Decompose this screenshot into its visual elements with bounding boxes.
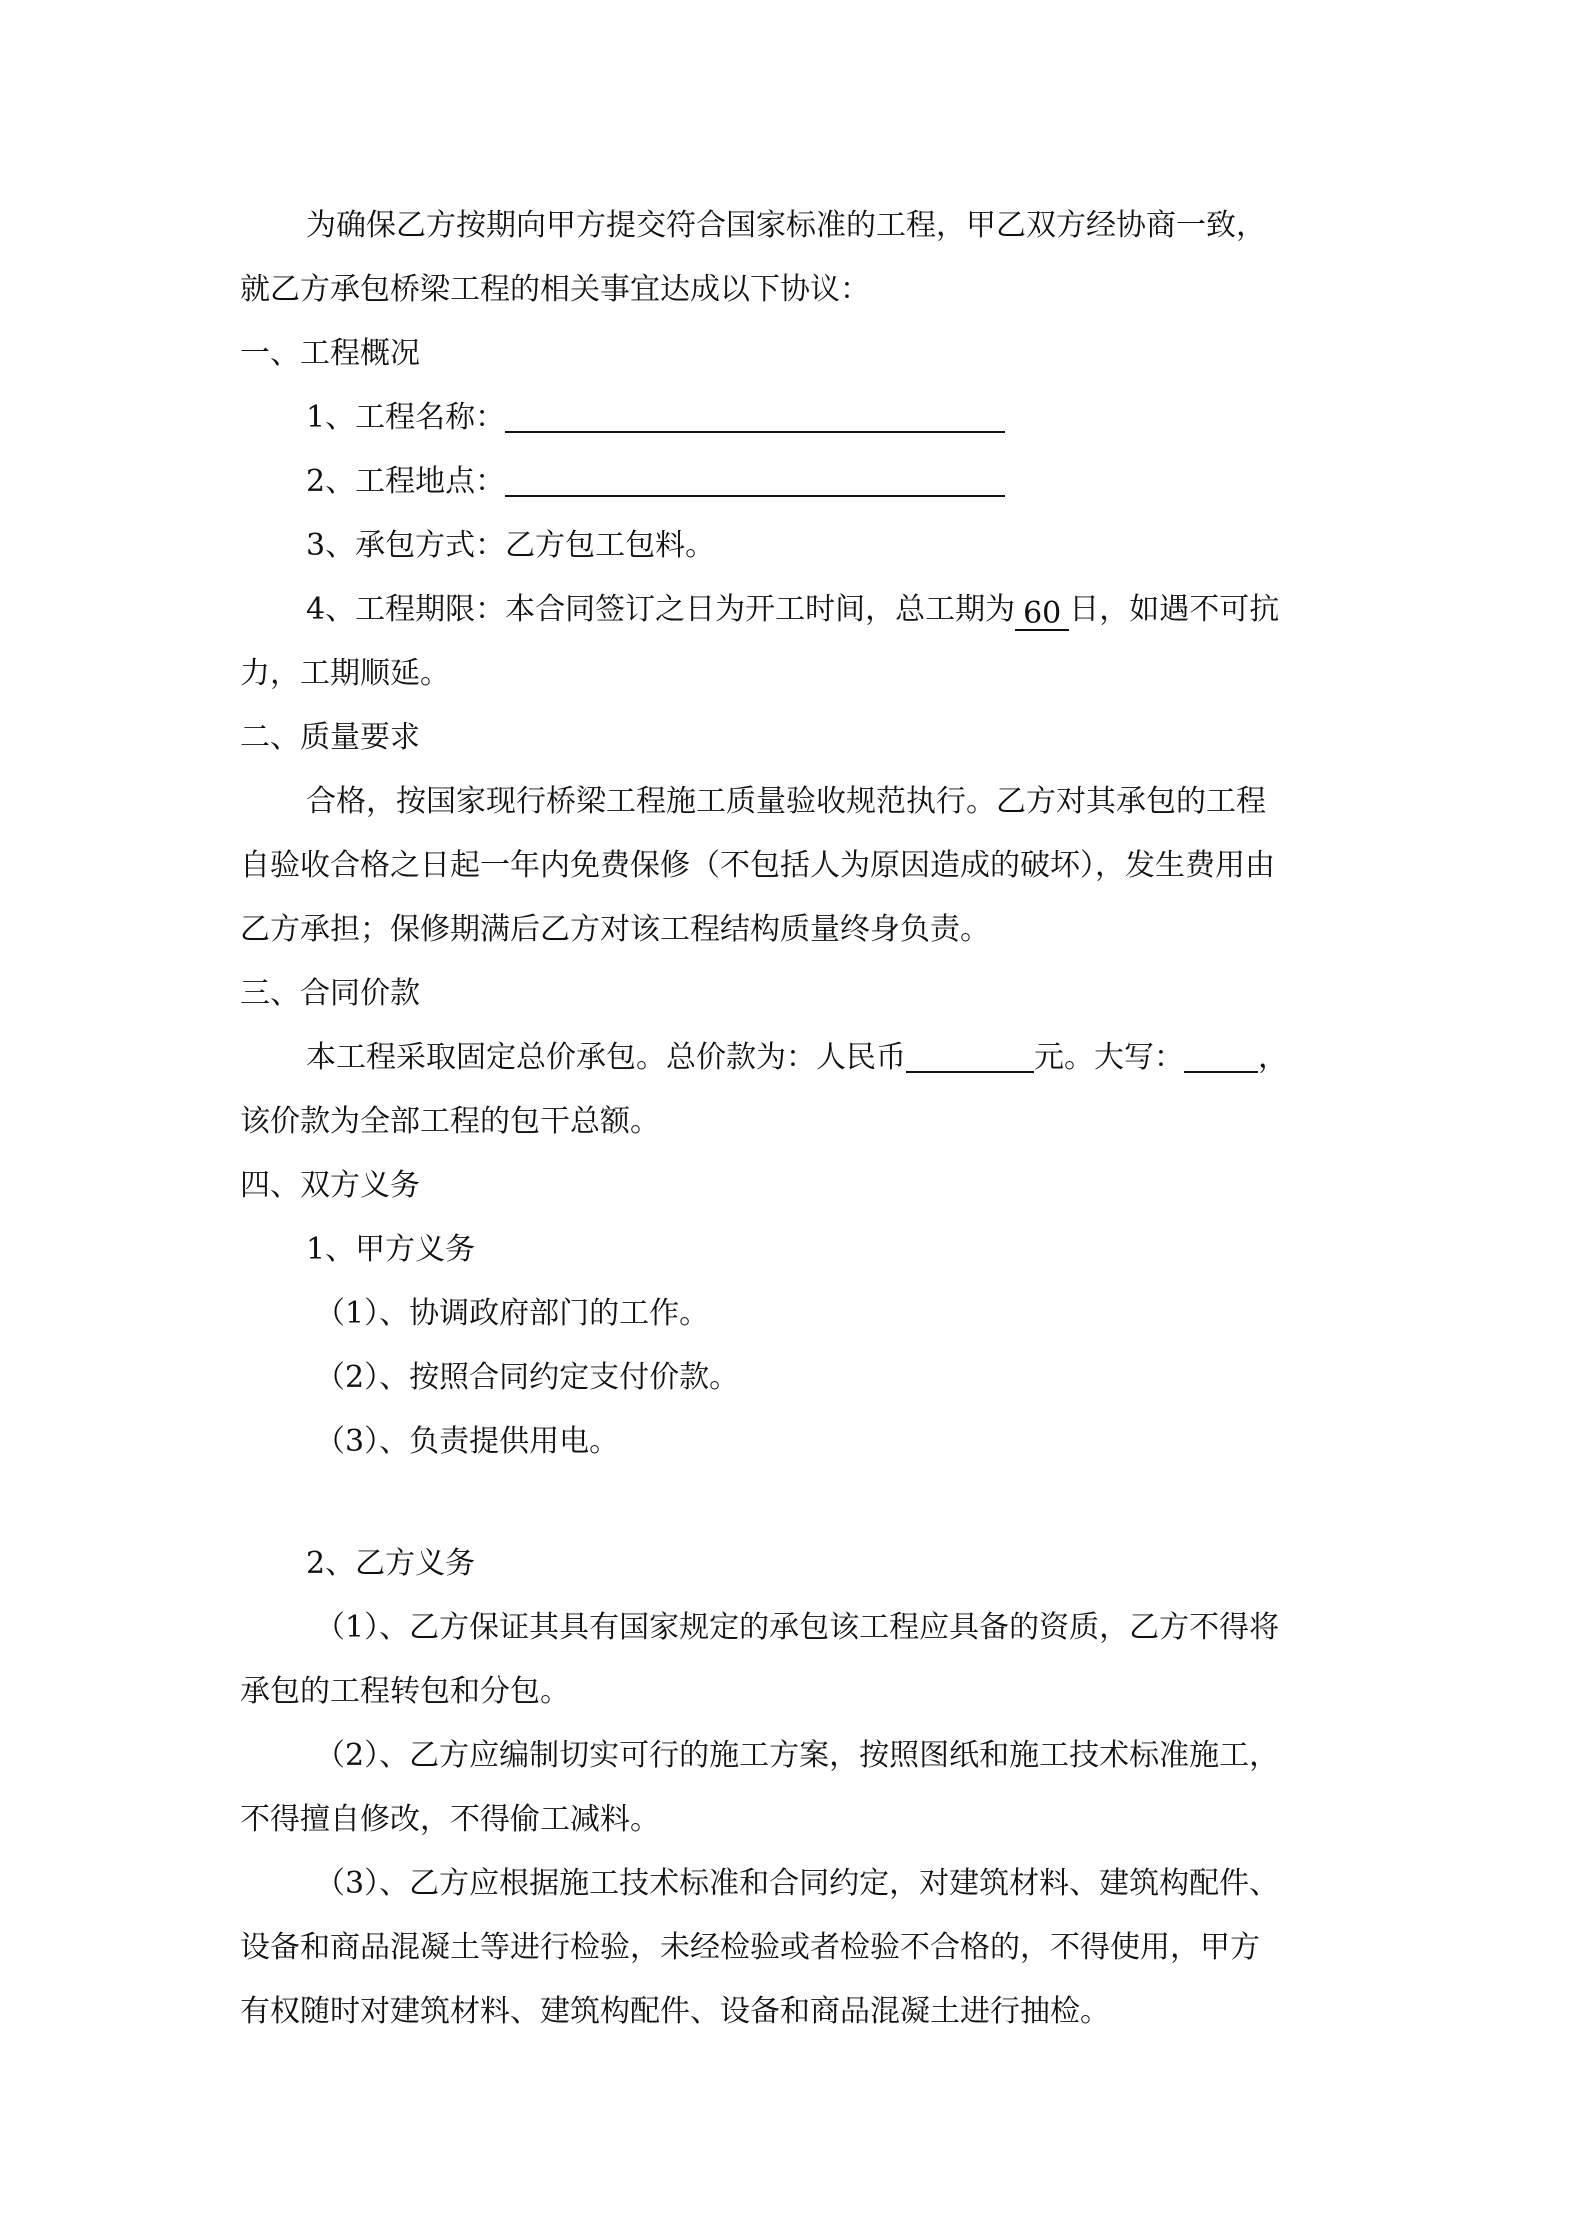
blank-gap (240, 1474, 1344, 1532)
duration-text-before: 4、工程期限：本合同签订之日为开工时间，总工期为 (306, 592, 1016, 627)
party-b-item-2-line-2: 不得擅自修改，不得偷工减料。 (240, 1802, 660, 1837)
quality-line-2: 自验收合格之日起一年内免费保修（不包括人为原因造成的破坏），发生费用由 (240, 848, 1275, 883)
party-b-item-3-line-1: （3）、乙方应根据施工技术标准和合同约定，对建筑材料、建筑构配件、 (315, 1866, 1280, 1901)
party-b-item-3-line-2: 设备和商品混凝土等进行检验，未经检验或者检验不合格的，不得使用，甲方 (240, 1930, 1260, 1965)
project-location-row (240, 450, 1344, 514)
project-name-label: 1、工程名称： (306, 400, 506, 435)
price-text-end: ， (1258, 1040, 1288, 1075)
price-capital-blank[interactable] (1184, 1041, 1258, 1073)
price-row (240, 1026, 1344, 1090)
party-a-heading: 1、甲方义务 (306, 1232, 476, 1267)
contract-method-line: 3、承包方式：乙方包工包料。 (306, 528, 716, 563)
project-name-blank[interactable] (505, 401, 1005, 433)
intro-line-2: 就乙方承包桥梁工程的相关事宜达成以下协议： (240, 272, 870, 307)
party-a-item-3: （3）、负责提供用电。 (315, 1424, 620, 1459)
duration-text-after: 日，如遇不可抗 (1069, 592, 1280, 627)
party-a-item-2: （2）、按照合同约定支付价款。 (315, 1360, 740, 1395)
project-name-row (240, 386, 1344, 450)
price-text-mid: 元。大写： (1034, 1040, 1184, 1075)
party-b-heading: 2、乙方义务 (306, 1546, 476, 1581)
party-a-item-1: （1）、协调政府部门的工作。 (315, 1296, 710, 1331)
section-heading-quality: 二、质量要求 (240, 720, 420, 755)
intro-line-1: 为确保乙方按期向甲方提交符合国家标准的工程，甲乙双方经协商一致， (306, 208, 1266, 243)
party-b-item-2-line-1: （2）、乙方应编制切实可行的施工方案，按照图纸和施工技术标准施工， (315, 1738, 1280, 1773)
project-location-blank[interactable] (505, 465, 1005, 497)
quality-line-1: 合格，按国家现行桥梁工程施工质量验收规范执行。乙方对其承包的工程 (306, 784, 1266, 819)
duration-line-2: 力，工期顺延。 (240, 656, 450, 691)
party-b-item-1-line-2: 承包的工程转包和分包。 (240, 1674, 570, 1709)
price-line-2: 该价款为全部工程的包干总额。 (240, 1104, 660, 1139)
project-duration-row (240, 578, 1344, 642)
project-location-label: 2、工程地点： (306, 464, 506, 499)
party-b-item-1-line-1: （1）、乙方保证其具有国家规定的承包该工程应具备的资质，乙方不得将 (315, 1610, 1280, 1645)
section-heading-price: 三、合同价款 (240, 976, 420, 1011)
quality-line-3: 乙方承担；保修期满后乙方对该工程结构质量终身负责。 (240, 912, 990, 947)
price-amount-blank[interactable] (906, 1041, 1034, 1073)
section-heading-overview: 一、工程概况 (240, 336, 420, 371)
section-heading-obligations: 四、双方义务 (240, 1168, 420, 1203)
duration-days-value: 60 (1015, 599, 1069, 631)
party-b-item-3-line-3: 有权随时对建筑材料、建筑构配件、设备和商品混凝土进行抽检。 (240, 1994, 1110, 2029)
price-text-before: 本工程采取固定总价承包。总价款为：人民币 (306, 1040, 906, 1075)
